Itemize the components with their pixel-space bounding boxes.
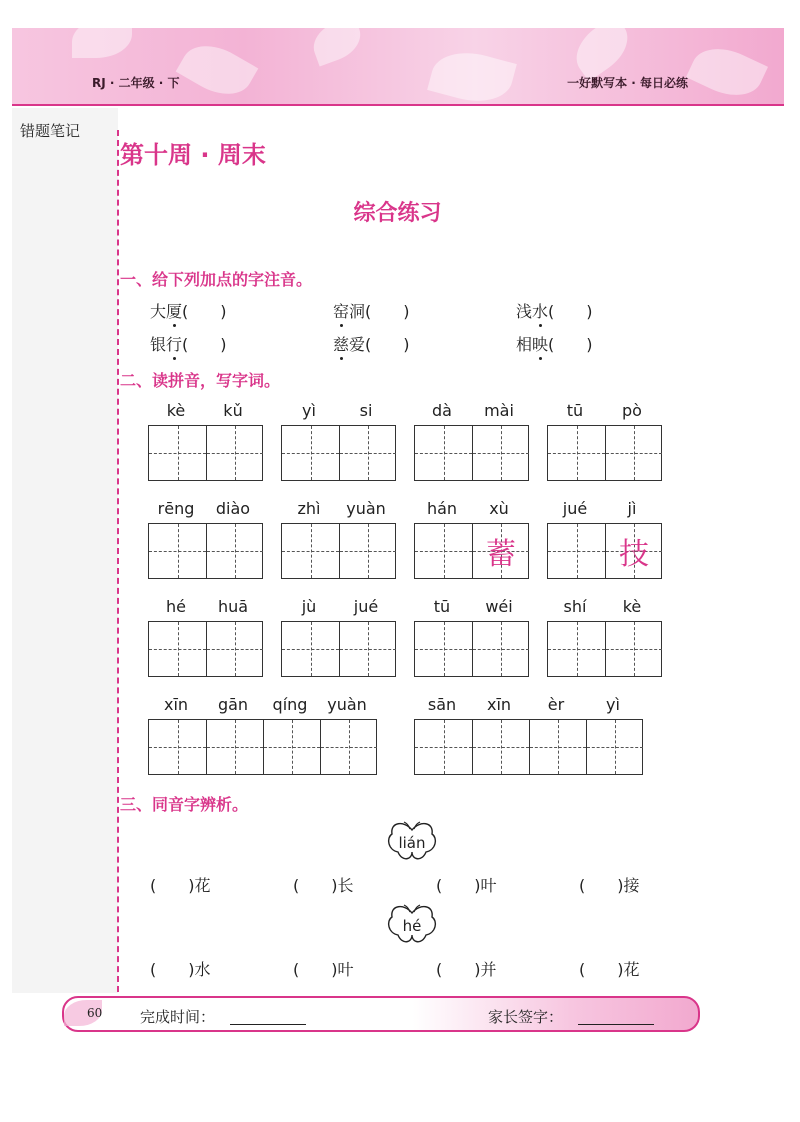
- grid-cell[interactable]: [206, 524, 263, 578]
- dotted-char: 慈: [333, 335, 350, 354]
- pinyin-label: xù: [489, 499, 509, 518]
- page-number: 60: [87, 1006, 103, 1020]
- cut-line: [117, 130, 119, 992]
- cell-guide: [149, 453, 206, 454]
- writing-grid[interactable]: [148, 621, 263, 677]
- cell-guide: [606, 453, 662, 454]
- question-text: 浅: [516, 302, 533, 321]
- homophone-blank[interactable]: ( )叶: [293, 960, 354, 979]
- cell-guide: [587, 747, 643, 748]
- pinyin-label: mài: [484, 401, 514, 420]
- cell-guide: [207, 551, 263, 552]
- cell-guide: [282, 453, 339, 454]
- cell-guide: [207, 649, 263, 650]
- homophone-blank[interactable]: ( )并: [436, 960, 497, 979]
- cell-guide: [548, 649, 605, 650]
- pinyin-label: hé: [166, 597, 186, 616]
- cell-guide: [473, 453, 529, 454]
- pinyin-question: [150, 332, 227, 355]
- pinyin-question: [150, 299, 227, 322]
- writing-grid[interactable]: [148, 719, 377, 775]
- parent-signature-field[interactable]: [578, 1024, 654, 1025]
- petal-decoration: [686, 37, 768, 106]
- homophone-blank[interactable]: ( )花: [579, 960, 640, 979]
- grid-cell[interactable]: [415, 720, 472, 774]
- cell-guide: [415, 551, 472, 552]
- cell-guide: [415, 453, 472, 454]
- grid-cell[interactable]: [282, 524, 339, 578]
- grid-cell[interactable]: [472, 426, 529, 480]
- notes-column: [12, 108, 118, 993]
- petal-decoration: [427, 43, 517, 106]
- pinyin-label: kè: [622, 597, 642, 616]
- writing-grid[interactable]: [547, 425, 662, 481]
- grid-cell[interactable]: [263, 720, 320, 774]
- pinyin-label: dà: [432, 401, 452, 420]
- cell-guide: [473, 747, 529, 748]
- page-title: [0, 196, 800, 227]
- answer-blank[interactable]: ( ): [548, 335, 593, 354]
- pinyin-label: jù: [301, 597, 317, 616]
- page-title-text: 综合练习: [353, 201, 442, 226]
- grid-cell[interactable]: [548, 524, 605, 578]
- header-banner: [12, 28, 784, 106]
- week-title: 第十周 · 周末: [120, 141, 266, 169]
- pinyin-question: [516, 299, 593, 322]
- answer-blank[interactable]: ( ): [182, 302, 227, 321]
- pinyin-label: qíng: [272, 695, 308, 714]
- writing-grid[interactable]: [281, 621, 396, 677]
- pinyin-label: yì: [606, 695, 620, 714]
- grid-cell[interactable]: [282, 426, 339, 480]
- homophone-blank[interactable]: ( )叶: [436, 876, 497, 895]
- pinyin-label: kè: [166, 401, 186, 420]
- dotted-char: 行: [166, 335, 183, 354]
- cell-guide: [149, 551, 206, 552]
- grid-cell[interactable]: [529, 720, 586, 774]
- writing-grid[interactable]: [148, 425, 263, 481]
- cell-guide: [282, 649, 339, 650]
- cell-guide: [530, 747, 586, 748]
- answer-blank[interactable]: 洞( ): [349, 302, 410, 321]
- writing-grid[interactable]: [547, 621, 662, 677]
- pinyin-label: diào: [215, 499, 251, 518]
- pinyin-label: hán: [426, 499, 458, 518]
- pinyin-label: èr: [547, 695, 565, 714]
- page: [12, 28, 784, 1038]
- answer-blank[interactable]: ( ): [182, 335, 227, 354]
- pinyin-label: jué: [562, 499, 588, 518]
- dotted-char: 水: [532, 302, 549, 321]
- notes-label: 错题笔记: [20, 122, 81, 140]
- answer-blank[interactable]: 爱( ): [349, 335, 410, 354]
- pinyin-label: sān: [427, 695, 457, 714]
- handwritten-char: 蓄: [486, 537, 516, 572]
- dotted-char: 窑: [333, 302, 350, 321]
- header-series: 一好默写本 · 每日必练: [567, 76, 688, 90]
- grid-cell[interactable]: [605, 622, 662, 676]
- completion-time-field[interactable]: [230, 1024, 306, 1025]
- cell-guide: [473, 649, 529, 650]
- grid-cell[interactable]: [605, 426, 662, 480]
- question-text: 相: [516, 335, 533, 354]
- header-grade: RJ · 二年级 · 下: [92, 76, 180, 90]
- butterfly-icon: [384, 903, 440, 947]
- pinyin-question: [516, 332, 593, 355]
- grid-cell[interactable]: [149, 524, 206, 578]
- homophone-blank[interactable]: ( )水: [150, 960, 211, 979]
- pinyin-label: zhì: [297, 499, 321, 518]
- pinyin-label: xīn: [163, 695, 189, 714]
- cell-guide: [606, 649, 662, 650]
- petal-decoration: [72, 28, 132, 58]
- parent-signature-label: 家长签字：: [488, 1008, 564, 1026]
- dotted-char: 映: [532, 335, 549, 354]
- pinyin-label: rēng: [157, 499, 195, 518]
- grid-cell[interactable]: [149, 426, 206, 480]
- writing-grid[interactable]: [414, 719, 643, 775]
- cell-guide: [207, 747, 263, 748]
- cell-guide: [282, 551, 339, 552]
- cell-guide: [264, 747, 320, 748]
- cell-guide: [207, 453, 263, 454]
- pinyin-label: shí: [563, 597, 587, 616]
- grid-cell[interactable]: [206, 720, 263, 774]
- pinyin-label: yuàn: [346, 499, 386, 518]
- writing-grid[interactable]: [281, 425, 396, 481]
- grid-cell[interactable]: [149, 622, 206, 676]
- handwritten-char: 技: [619, 537, 649, 572]
- dotted-char: 厦: [166, 302, 183, 321]
- writing-grid[interactable]: [414, 523, 529, 579]
- grid-cell[interactable]: [339, 524, 396, 578]
- cell-guide: [340, 551, 396, 552]
- question-text: 大: [150, 302, 167, 321]
- cell-guide: [340, 649, 396, 650]
- pinyin-label: wéi: [485, 597, 513, 616]
- grid-cell[interactable]: [605, 524, 662, 578]
- header-divider: [12, 104, 784, 106]
- butterfly-pinyin: lián: [398, 834, 426, 852]
- grid-cell[interactable]: [586, 720, 643, 774]
- grid-cell[interactable]: [415, 524, 472, 578]
- pinyin-label: jué: [353, 597, 379, 616]
- section-1-title: 一、给下列加点的字注音。: [120, 270, 313, 289]
- pinyin-question: [333, 332, 410, 355]
- grid-cell[interactable]: [206, 426, 263, 480]
- petal-decoration: [307, 28, 366, 66]
- homophone-blank[interactable]: ( )花: [150, 876, 211, 895]
- pinyin-label: gān: [217, 695, 249, 714]
- grid-cell[interactable]: [149, 720, 206, 774]
- cell-guide: [548, 453, 605, 454]
- pinyin-label: xīn: [486, 695, 512, 714]
- cell-guide: [415, 649, 472, 650]
- pinyin-label: tū: [433, 597, 451, 616]
- pinyin-label: kǔ: [223, 401, 243, 420]
- writing-grid[interactable]: [414, 425, 529, 481]
- writing-grid[interactable]: [281, 523, 396, 579]
- pinyin-label: yuàn: [327, 695, 367, 714]
- pinyin-label: si: [359, 401, 373, 420]
- butterfly-icon: [384, 820, 440, 864]
- pinyin-label: tū: [566, 401, 584, 420]
- grid-cell[interactable]: [472, 622, 529, 676]
- grid-cell[interactable]: [415, 426, 472, 480]
- pinyin-label: pò: [622, 401, 642, 420]
- grid-cell[interactable]: [548, 622, 605, 676]
- homophone-blank[interactable]: ( )接: [579, 876, 640, 895]
- cell-guide: [340, 453, 396, 454]
- grid-cell[interactable]: [206, 622, 263, 676]
- grid-cell[interactable]: [282, 622, 339, 676]
- cell-guide: [321, 747, 377, 748]
- cell-guide: [149, 747, 206, 748]
- completion-time-label: 完成时间：: [140, 1008, 216, 1026]
- writing-grid[interactable]: [547, 523, 662, 579]
- grid-cell[interactable]: [548, 426, 605, 480]
- grid-cell[interactable]: [472, 720, 529, 774]
- grid-cell[interactable]: [320, 720, 377, 774]
- grid-cell[interactable]: [339, 426, 396, 480]
- pinyin-label: jì: [627, 499, 637, 518]
- pinyin-question: [333, 299, 410, 322]
- pinyin-label: yì: [302, 401, 316, 420]
- grid-cell[interactable]: [415, 622, 472, 676]
- section-2-title: 二、读拼音，写字词。: [120, 371, 281, 390]
- question-text: 银: [150, 335, 167, 354]
- butterfly-pinyin: hé: [402, 917, 422, 935]
- cell-guide: [415, 747, 472, 748]
- homophone-blank[interactable]: ( )长: [293, 876, 354, 895]
- section-3-title: 三、同音字辨析。: [120, 795, 249, 814]
- cell-guide: [548, 551, 605, 552]
- cell-guide: [149, 649, 206, 650]
- pinyin-label: huā: [217, 597, 249, 616]
- writing-grid[interactable]: [148, 523, 263, 579]
- petal-decoration: [176, 33, 259, 106]
- answer-blank[interactable]: ( ): [548, 302, 593, 321]
- writing-grid[interactable]: [414, 621, 529, 677]
- grid-cell[interactable]: [339, 622, 396, 676]
- grid-cell[interactable]: [472, 524, 529, 578]
